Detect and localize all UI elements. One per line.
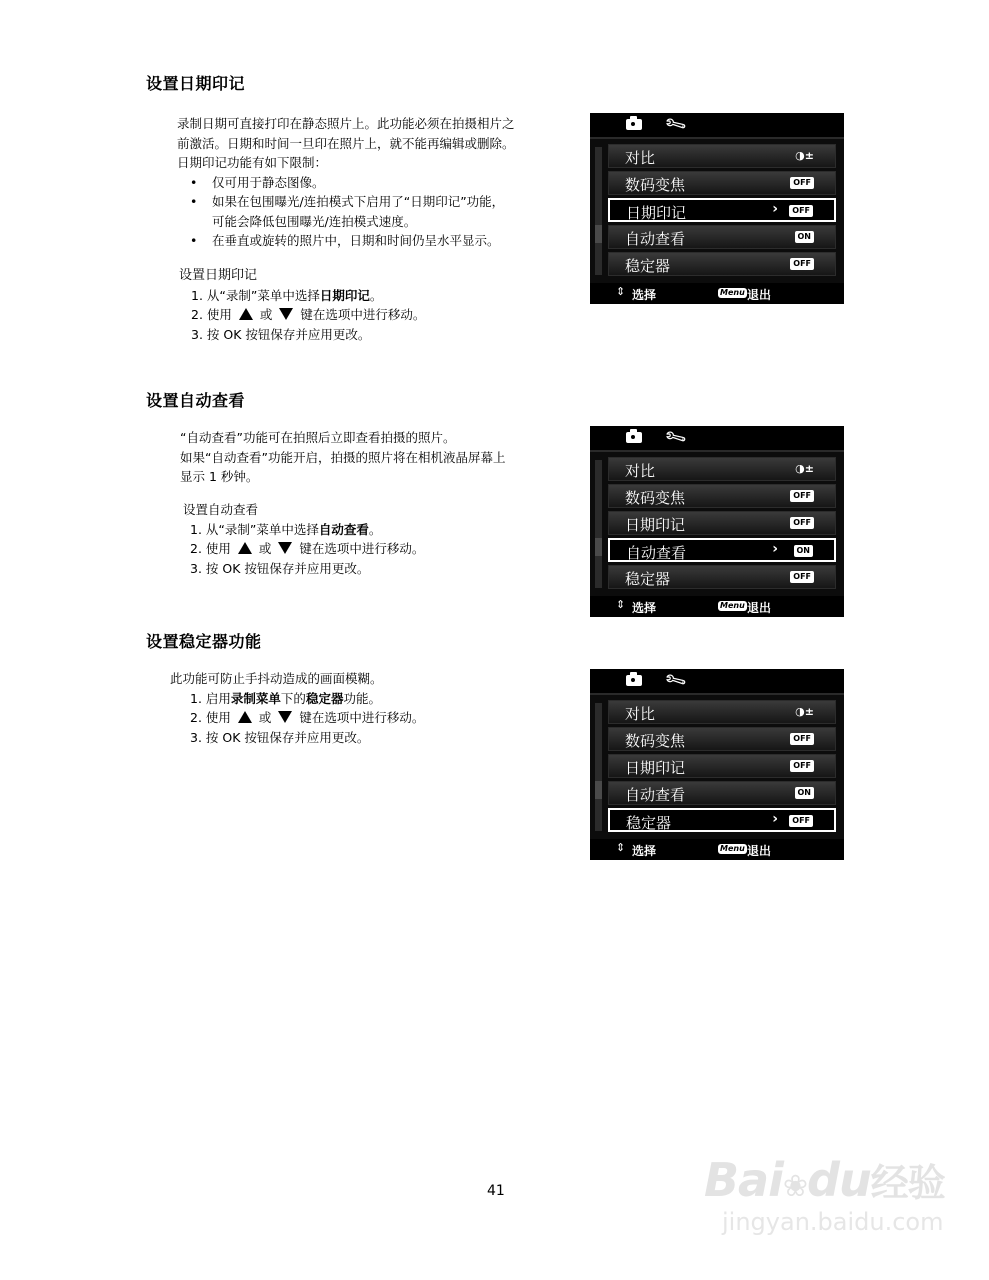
- menu-footer: [590, 596, 844, 617]
- step-1: 1. 从“录制”菜单中选择日期印记。: [191, 287, 383, 303]
- menu-item-label: 稳定器: [625, 570, 671, 588]
- menu-footer: [590, 839, 844, 860]
- menu-item-label: 对比: [625, 705, 656, 723]
- steps-title: 设置日期印记: [179, 268, 258, 283]
- page-number: 41: [487, 1183, 505, 1199]
- bullet-dot-icon: •: [190, 174, 198, 190]
- menu-item[interactable]: [608, 565, 836, 589]
- menu-item-value: OFF: [789, 205, 813, 217]
- chevron-right-icon: ›: [772, 201, 778, 217]
- steps-block: [183, 500, 424, 578]
- updown-arrows-icon: ⇕: [616, 598, 626, 611]
- updown-arrows-icon: ⇕: [616, 841, 626, 854]
- section-body: [170, 669, 424, 747]
- watermark-logo: Bai❀du经验: [704, 1153, 945, 1207]
- step-3: 3. 按 OK 按钮保存并应用更改。: [190, 560, 370, 576]
- menu-item[interactable]: [608, 700, 836, 724]
- menu-item[interactable]: [608, 511, 836, 535]
- up-arrow-icon: [238, 542, 252, 554]
- bullet-item: • 在垂直或旋转的照片中，日期和时间仍呈水平显示。: [177, 231, 515, 251]
- step-2: 2. 使用 或 键在选项中进行移动。: [190, 710, 425, 725]
- wrench-tab-icon[interactable]: 🔧︎: [662, 424, 689, 450]
- menu-item-label: 自动查看: [626, 544, 687, 562]
- camera-menu-panel: [590, 426, 844, 617]
- section-heading: 设置自动查看: [146, 391, 246, 410]
- menu-tab-bar: [590, 426, 844, 452]
- menu-item-label: 自动查看: [625, 786, 686, 804]
- menu-tab-bar: [590, 113, 844, 139]
- menu-item-value: OFF: [790, 733, 814, 745]
- up-arrow-icon: [239, 308, 253, 320]
- menu-item-label: 稳定器: [625, 257, 671, 275]
- menu-key-icon[interactable]: Menu: [720, 601, 745, 610]
- menu-key-icon[interactable]: Menu: [720, 844, 745, 853]
- wrench-tab-icon[interactable]: 🔧︎: [662, 667, 689, 693]
- menu-item-value: OFF: [790, 571, 814, 583]
- menu-item[interactable]: [608, 538, 836, 562]
- camera-tab-icon[interactable]: [626, 432, 642, 443]
- footer-exit-label: 退出: [747, 844, 772, 858]
- menu-item[interactable]: [608, 144, 836, 168]
- bullet-item-continued: 可能会降低包围曝光/连拍模式速度。: [212, 213, 417, 229]
- menu-item-value: ON: [795, 787, 815, 799]
- menu-item[interactable]: [608, 727, 836, 751]
- menu-item-value: ON: [794, 545, 814, 557]
- menu-item-label: 数码变焦: [625, 176, 686, 194]
- menu-item-value: ON: [795, 231, 815, 243]
- menu-item[interactable]: [608, 171, 836, 195]
- updown-arrows-icon: ⇕: [616, 285, 626, 298]
- menu-item-label: 日期印记: [625, 516, 686, 534]
- step-1: 1. 启用录制菜单下的稳定器功能。: [190, 690, 381, 706]
- down-arrow-icon: [278, 542, 292, 554]
- steps-title: 设置自动查看: [183, 502, 259, 517]
- menu-item-value: ◑±: [795, 462, 814, 475]
- menu-item-label: 稳定器: [626, 814, 672, 832]
- step-1: 1. 从“录制”菜单中选择自动查看。: [190, 521, 382, 537]
- menu-item-value: OFF: [790, 490, 814, 502]
- paragraph-line: 显示 1 秒钟。: [180, 469, 259, 484]
- section-heading: 设置日期印记: [146, 74, 246, 93]
- menu-item[interactable]: [608, 484, 836, 508]
- menu-scrollbar[interactable]: [595, 460, 602, 588]
- menu-scrollbar[interactable]: [595, 703, 602, 831]
- menu-item-label: 自动查看: [625, 230, 686, 248]
- menu-item[interactable]: [608, 252, 836, 276]
- footer-exit-label: 退出: [747, 288, 772, 302]
- bullet-dot-icon: •: [190, 233, 198, 248]
- camera-menu-panel: [590, 113, 844, 304]
- menu-item[interactable]: [608, 225, 836, 249]
- paw-icon: ❀: [782, 1169, 808, 1204]
- footer-select-label: 选择: [632, 844, 657, 858]
- bullet-item: • 如果在包围曝光/连拍模式下启用了“日期印记”功能，: [177, 192, 515, 212]
- section-body: [180, 428, 505, 487]
- menu-item[interactable]: [608, 781, 836, 805]
- watermark-url: jingyan.baidu.com: [722, 1208, 944, 1236]
- wrench-tab-icon[interactable]: 🔧︎: [662, 111, 689, 137]
- step-2: 2. 使用 或 键在选项中进行移动。: [190, 541, 425, 556]
- menu-item-value: OFF: [790, 177, 814, 189]
- chevron-right-icon: ›: [772, 811, 778, 827]
- menu-item-value: ◑±: [795, 149, 814, 162]
- paragraph-line: 录制日期可直接打印在静态照片上。此功能必须在拍摄相片之: [177, 116, 515, 131]
- step-2: 2. 使用 或 键在选项中进行移动。: [191, 307, 426, 322]
- menu-item-value: ◑±: [795, 705, 814, 718]
- paragraph-line: 日期印记功能有如下限制：: [177, 155, 328, 170]
- step-3: 3. 按 OK 按钮保存并应用更改。: [190, 729, 370, 745]
- paragraph-line: 如果“自动查看”功能开启，拍摄的照片将在相机液晶屏幕上: [180, 449, 506, 465]
- menu-item-value: OFF: [789, 815, 813, 827]
- steps-block: [179, 266, 425, 344]
- down-arrow-icon: [279, 308, 293, 320]
- paragraph-line: “自动查看”功能可在拍照后立即查看拍摄的照片。: [180, 430, 456, 445]
- menu-item-label: 日期印记: [625, 759, 686, 777]
- camera-tab-icon[interactable]: [626, 675, 642, 686]
- chevron-right-icon: ›: [772, 541, 778, 557]
- menu-item[interactable]: [608, 457, 836, 481]
- menu-item-label: 日期印记: [626, 204, 687, 222]
- menu-scrollbar[interactable]: [595, 147, 602, 275]
- menu-item-value: OFF: [790, 517, 814, 529]
- menu-item[interactable]: [608, 808, 836, 832]
- menu-item-label: 对比: [625, 462, 656, 480]
- bullet-dot-icon: •: [190, 194, 198, 209]
- menu-item[interactable]: [608, 754, 836, 778]
- down-arrow-icon: [278, 711, 292, 723]
- menu-item-value: OFF: [790, 760, 814, 772]
- footer-exit-label: 退出: [747, 601, 772, 615]
- footer-select-label: 选择: [632, 288, 657, 302]
- section-body: [177, 114, 515, 251]
- paragraph-line: 此功能可防止手抖动造成的画面模糊。: [170, 671, 383, 686]
- camera-menu-panel: [590, 669, 844, 860]
- menu-footer: [590, 283, 844, 304]
- bullet-item: • 仅可用于静态图像。: [177, 173, 515, 193]
- camera-tab-icon[interactable]: [626, 119, 642, 130]
- paragraph-line: 前激活。日期和时间一旦印在照片上，就不能再编辑或删除。: [177, 135, 515, 151]
- menu-item-label: 数码变焦: [625, 489, 686, 507]
- menu-key-icon[interactable]: Menu: [720, 288, 745, 297]
- footer-select-label: 选择: [632, 601, 657, 615]
- section-heading: 设置稳定器功能: [146, 632, 262, 651]
- menu-item-label: 对比: [625, 149, 656, 167]
- menu-tab-bar: [590, 669, 844, 695]
- up-arrow-icon: [238, 711, 252, 723]
- menu-item-value: OFF: [790, 258, 814, 270]
- step-3: 3. 按 OK 按钮保存并应用更改。: [191, 326, 371, 342]
- menu-item[interactable]: [608, 198, 836, 222]
- menu-item-label: 数码变焦: [625, 732, 686, 750]
